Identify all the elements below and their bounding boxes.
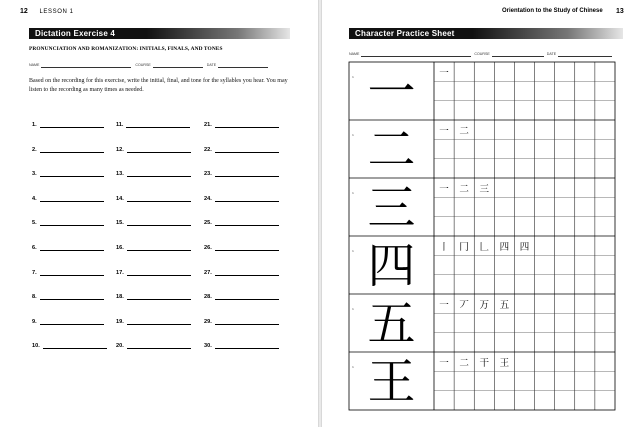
- answer-item: [204, 220, 279, 226]
- answer-item: [32, 196, 104, 202]
- answer-blank[interactable]: [215, 270, 279, 276]
- item-number: 7.: [32, 269, 37, 276]
- item-number: 20.: [116, 343, 124, 350]
- item-number: 17.: [116, 269, 124, 276]
- model-character: 四: [367, 238, 416, 294]
- exercise-subtitle: PRONUNCIATION AND ROMANIZATION: INITIALS, FINALS, AND TONES: [29, 46, 223, 52]
- stroke-order-number: 1: [352, 307, 354, 311]
- answer-blank[interactable]: [40, 196, 104, 202]
- dictation-banner: Dictation Exercise 4: [29, 28, 290, 39]
- stroke-order-character: 一: [439, 300, 449, 311]
- stroke-order-character: 一: [439, 126, 449, 137]
- answer-item: [116, 147, 191, 153]
- item-number: 3.: [32, 171, 37, 178]
- answer-blank[interactable]: [40, 294, 104, 300]
- answer-blank[interactable]: [40, 147, 104, 153]
- answer-blank[interactable]: [127, 220, 191, 226]
- answer-blank[interactable]: [215, 343, 279, 349]
- stroke-order-character: 万: [479, 300, 490, 311]
- answer-blank[interactable]: [127, 196, 191, 202]
- item-number: 22.: [204, 146, 212, 153]
- answer-blank[interactable]: [127, 319, 191, 325]
- item-number: 25.: [204, 220, 212, 227]
- answer-item: [204, 122, 279, 128]
- answer-blank[interactable]: [40, 122, 104, 128]
- date-label: DATE: [546, 52, 557, 56]
- item-number: 9.: [32, 318, 37, 325]
- item-number: 26.: [204, 245, 212, 251]
- course-field[interactable]: [153, 63, 203, 68]
- stroke-order-number: 1: [352, 249, 354, 253]
- answer-blank[interactable]: [40, 220, 104, 226]
- model-character: 王: [367, 354, 416, 410]
- answer-item: [116, 270, 191, 276]
- left-page-number: 12: [20, 8, 28, 15]
- item-number: 24.: [204, 195, 212, 202]
- answer-item: [204, 171, 279, 177]
- answer-item: [204, 319, 279, 325]
- course-label: COURSE: [135, 63, 151, 67]
- stroke-order-character: 丨: [439, 242, 449, 253]
- stroke-order-character: 四: [519, 242, 530, 253]
- item-number: 29.: [204, 318, 212, 325]
- item-number: 30.: [204, 343, 212, 350]
- instructions-text: Based on the recording for this exercise, write the initial, final, and tone for the syllables you hear. You may listen to the recording as many times as needed.: [29, 78, 288, 93]
- answer-item: [204, 343, 279, 349]
- item-number: 11.: [116, 122, 124, 128]
- stroke-order-character: 𠃊: [479, 242, 490, 253]
- model-character: 五: [367, 296, 416, 352]
- item-number: 13.: [116, 171, 124, 178]
- item-number: 23.: [204, 171, 212, 178]
- right-page: [322, 0, 640, 427]
- item-number: 14.: [116, 195, 124, 202]
- answer-blank[interactable]: [215, 147, 279, 153]
- answer-blank[interactable]: [127, 147, 191, 153]
- stroke-order-character: 二: [459, 126, 469, 137]
- answer-item: [32, 220, 104, 226]
- answer-item: [116, 343, 191, 349]
- stroke-order-number: 1: [352, 365, 354, 369]
- item-number: 2.: [32, 146, 37, 153]
- item-number: 27.: [204, 269, 212, 276]
- answer-blank[interactable]: [127, 270, 191, 276]
- answer-item: [32, 343, 107, 349]
- right-page-number: 13: [616, 8, 624, 15]
- answer-blank[interactable]: [215, 122, 279, 128]
- item-number: 5.: [32, 220, 37, 227]
- answer-blank[interactable]: [215, 294, 279, 300]
- answer-item: [116, 171, 191, 177]
- answer-blank[interactable]: [127, 343, 191, 349]
- answer-blank[interactable]: [215, 319, 279, 325]
- name-label: NAME: [29, 63, 40, 67]
- stroke-order-character: 一: [439, 68, 449, 79]
- answer-item: [204, 270, 279, 276]
- item-number: 8.: [32, 294, 37, 301]
- answer-blank[interactable]: [40, 270, 104, 276]
- model-character: 三: [367, 180, 416, 236]
- stroke-order-number: 1: [352, 191, 354, 195]
- answer-item: [204, 245, 279, 251]
- item-number: 21.: [204, 122, 212, 128]
- answer-item: [116, 319, 191, 325]
- item-number: 28.: [204, 294, 212, 301]
- stroke-order-number: 1: [352, 75, 354, 79]
- answer-blank[interactable]: [215, 171, 279, 177]
- answer-item: [116, 245, 191, 251]
- stroke-order-number: 1: [352, 133, 354, 137]
- item-number: 19.: [116, 318, 124, 325]
- stroke-order-character: 一: [439, 184, 449, 195]
- item-number: 12.: [116, 146, 124, 153]
- item-number: 10.: [32, 343, 40, 350]
- answer-blank[interactable]: [215, 245, 279, 251]
- answer-blank[interactable]: [215, 220, 279, 226]
- answer-blank[interactable]: [40, 245, 104, 251]
- stroke-order-character: 冂: [459, 242, 469, 253]
- date-field[interactable]: [218, 63, 268, 68]
- answer-item: [32, 319, 104, 325]
- answer-blank[interactable]: [215, 196, 279, 202]
- item-number: 1.: [32, 122, 37, 128]
- stroke-order-character: 干: [479, 358, 490, 369]
- left-page: [0, 0, 318, 427]
- answer-item: [116, 196, 191, 202]
- stroke-order-character: 二: [459, 358, 469, 369]
- practice-sheet-banner: Character Practice Sheet: [349, 28, 623, 39]
- date-label: DATE: [206, 63, 217, 67]
- answer-item: [32, 147, 104, 153]
- answer-item: [32, 171, 104, 177]
- answer-item: [116, 294, 191, 300]
- stroke-order-character: 一: [439, 358, 449, 369]
- name-label: NAME: [349, 52, 360, 56]
- name-field[interactable]: [41, 63, 131, 68]
- item-number: 4.: [32, 195, 37, 202]
- answer-item: [204, 196, 279, 202]
- answer-blank[interactable]: [126, 122, 190, 128]
- answer-blank[interactable]: [40, 319, 104, 325]
- answer-item: [116, 220, 191, 226]
- chapter-title: Orientation to the Study of Chinese: [502, 8, 603, 14]
- answer-blank[interactable]: [40, 171, 104, 177]
- character-practice-grid: [322, 0, 640, 427]
- answer-item: [32, 122, 104, 128]
- course-label: COURSE: [474, 52, 490, 56]
- item-number: 6.: [32, 245, 37, 251]
- left-name-course-date: [29, 63, 268, 68]
- stroke-order-character: 二: [459, 184, 469, 195]
- answer-item: [32, 270, 104, 276]
- lesson-label: LESSON 1: [39, 9, 74, 15]
- answer-item: [204, 147, 279, 153]
- model-character: 二: [367, 122, 416, 178]
- left-running-head: [20, 8, 74, 15]
- stroke-order-character: 王: [499, 358, 510, 369]
- item-number: 15.: [116, 220, 124, 227]
- answer-blank[interactable]: [127, 245, 191, 251]
- stroke-order-character: 三: [479, 184, 490, 195]
- stroke-order-character: 丆: [459, 300, 469, 311]
- answer-item: [32, 294, 104, 300]
- item-number: 16.: [116, 245, 124, 251]
- item-number: 18.: [116, 294, 124, 301]
- answer-blank[interactable]: [127, 171, 191, 177]
- model-character: 一: [367, 64, 416, 120]
- answer-item: [116, 122, 190, 128]
- answer-blank[interactable]: [43, 343, 107, 349]
- answer-item: [32, 245, 104, 251]
- answer-item: [204, 294, 279, 300]
- answer-blank[interactable]: [127, 294, 191, 300]
- stroke-order-character: 五: [499, 300, 510, 311]
- stroke-order-character: 四: [499, 242, 510, 253]
